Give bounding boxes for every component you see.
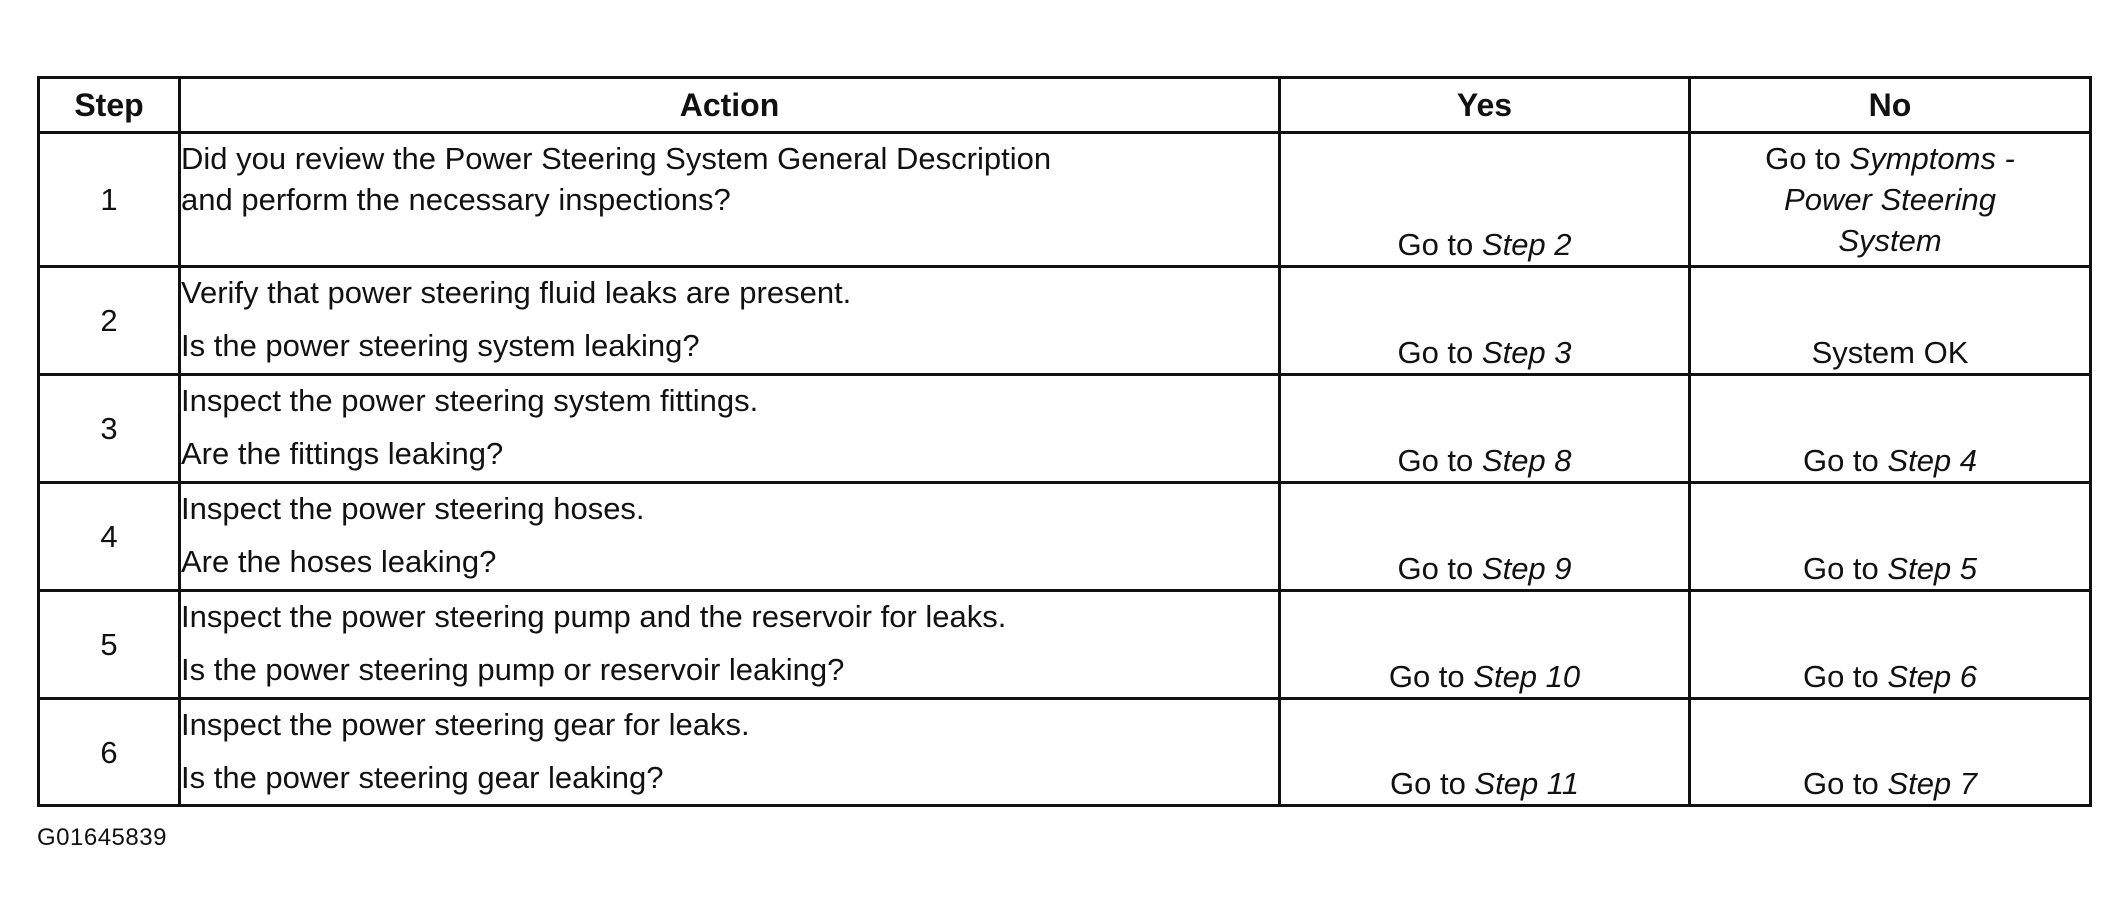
action-question: Is the power steering system leaking?	[181, 328, 700, 363]
yes-cell	[1280, 591, 1690, 699]
yes-prefix: Go to	[1389, 766, 1475, 801]
no-ref-line: Symptoms -	[1849, 141, 2015, 176]
no-prefix: Go to	[1802, 443, 1888, 478]
no-step-ref: Step 7	[1887, 766, 1978, 801]
yes-cell	[1280, 483, 1690, 591]
no-ref-line: Power Steering	[1784, 182, 1996, 217]
header-no: No	[1690, 78, 2091, 133]
table-header-row	[39, 78, 2091, 133]
step-number: 6	[39, 699, 180, 806]
figure-id: G01645839	[37, 824, 167, 851]
yes-prefix: Go to	[1388, 659, 1474, 694]
action-cell	[180, 133, 1280, 267]
yes-cell	[1280, 133, 1690, 267]
no-step-ref: Step 5	[1887, 551, 1978, 586]
action-text: Inspect the power steering pump and the reservoir for leaks.	[181, 599, 1007, 634]
table-row	[39, 699, 2091, 806]
table-row	[39, 483, 2091, 591]
no-cell	[1690, 483, 2091, 591]
action-text: Inspect the power steering gear for leaks.	[181, 707, 750, 742]
no-cell	[1690, 267, 2091, 375]
step-number: 1	[39, 133, 180, 267]
no-prefix: Go to	[1802, 766, 1888, 801]
action-text: Inspect the power steering hoses.	[181, 491, 645, 526]
yes-cell	[1280, 375, 1690, 483]
no-step-ref: Step 6	[1887, 659, 1978, 694]
step-number: 2	[39, 267, 180, 375]
no-prefix: Go to	[1802, 551, 1888, 586]
yes-step-ref: Step 10	[1473, 659, 1581, 694]
action-text: Did you review the Power Steering System General Description	[181, 141, 1052, 176]
yes-prefix: Go to	[1397, 227, 1482, 262]
action-question: Are the hoses leaking?	[181, 544, 497, 579]
table-row	[39, 591, 2091, 699]
yes-cell	[1280, 699, 1690, 806]
action-text: Inspect the power steering system fittings.	[181, 383, 759, 418]
yes-prefix: Go to	[1397, 335, 1482, 370]
diagnostic-table	[37, 76, 2092, 807]
action-question: Is the power steering pump or reservoir leaking?	[181, 652, 845, 687]
header-yes: Yes	[1280, 78, 1690, 133]
yes-step-ref: Step 11	[1474, 766, 1579, 801]
no-cell	[1690, 133, 2091, 267]
no-cell	[1690, 591, 2091, 699]
yes-prefix: Go to	[1397, 443, 1482, 478]
yes-step-ref: Step 3	[1481, 335, 1572, 370]
header-step: Step	[39, 78, 180, 133]
no-result-text: System OK	[1811, 335, 1969, 370]
no-ref-line: System	[1838, 223, 1942, 258]
yes-step-ref: Step 2	[1481, 227, 1572, 262]
no-cell	[1690, 375, 2091, 483]
action-cell	[180, 267, 1280, 375]
header-action: Action	[180, 78, 1280, 133]
yes-cell	[1280, 267, 1690, 375]
no-prefix: Go to	[1802, 659, 1888, 694]
yes-step-ref: Step 8	[1481, 443, 1572, 478]
table-row	[39, 375, 2091, 483]
action-cell	[180, 591, 1280, 699]
action-cell	[180, 375, 1280, 483]
action-text: Verify that power steering fluid leaks are present.	[181, 275, 852, 310]
no-step-ref: Step 4	[1887, 443, 1978, 478]
action-cell	[180, 699, 1280, 806]
action-question: Is the power steering gear leaking?	[181, 760, 664, 795]
no-cell	[1690, 699, 2091, 806]
step-number: 4	[39, 483, 180, 591]
step-number: 5	[39, 591, 180, 699]
table-row	[39, 133, 2091, 267]
table-row	[39, 267, 2091, 375]
action-question: and perform the necessary inspections?	[181, 182, 731, 217]
action-question: Are the fittings leaking?	[181, 436, 504, 471]
step-number: 3	[39, 375, 180, 483]
yes-prefix: Go to	[1397, 551, 1482, 586]
no-prefix: Go to	[1765, 141, 1850, 176]
action-cell	[180, 483, 1280, 591]
yes-step-ref: Step 9	[1481, 551, 1572, 586]
